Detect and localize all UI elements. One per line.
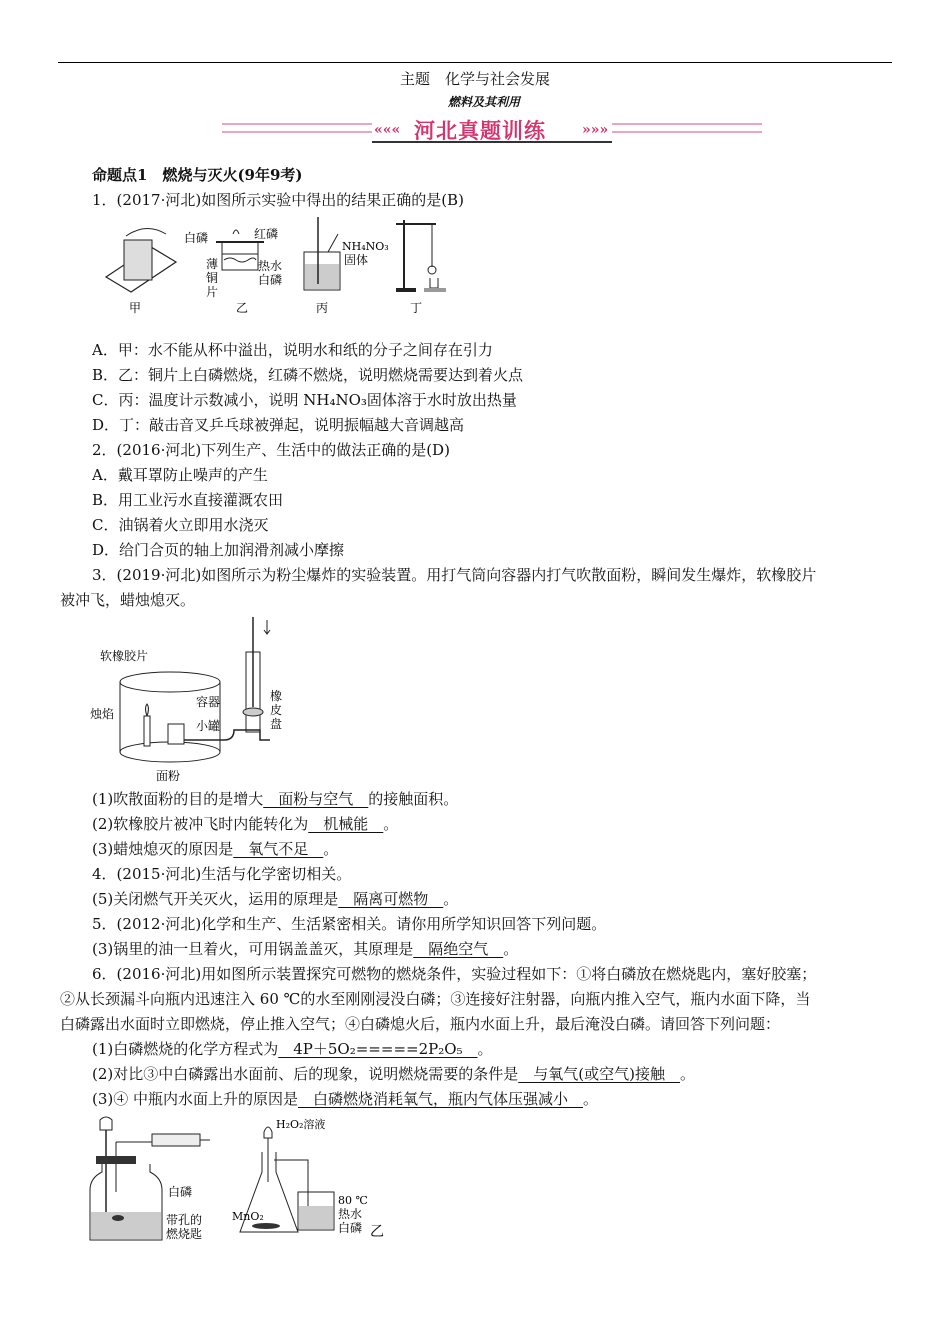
label-candle: 烛焰: [90, 707, 115, 721]
q1-option-a: A．甲：水不能从杯中溢出，说明水和纸的分子之间存在引力: [92, 341, 493, 359]
q3-part1-answer: 面粉与空气: [263, 790, 369, 808]
q2-option-d: D．给门合页的轴上加润滑剂减小摩擦: [92, 541, 345, 559]
q6-figure: [86, 1112, 396, 1242]
q3-part3: [92, 839, 338, 859]
q4-part5-post: 。: [443, 890, 459, 908]
topic-title: 主题 化学与社会发展: [400, 70, 551, 88]
subtopic-title: 燃料及其利用: [448, 95, 521, 109]
q3-part3-answer: 氧气不足: [233, 840, 324, 858]
q6-stem-line2: ②从长颈漏斗向瓶内迅速注入 60 ℃的水至刚刚浸没白磷；③连接好注射器，向瓶内推入空气，瓶内水面下降，当: [60, 990, 811, 1008]
q3-part3-pre: (3)蜡烛熄灭的原因是: [92, 840, 234, 858]
q3-figure: [88, 612, 308, 784]
q2-option-a: A．戴耳罩防止噪声的产生: [92, 466, 268, 484]
label-q6-white-p2: 白磷: [338, 1221, 363, 1235]
fig-bing: [304, 217, 340, 290]
q3-stem-line2: 被冲飞，蜡烛熄灭。: [60, 591, 196, 609]
caption-q6-yi: 乙: [370, 1224, 384, 1240]
q5-stem: 5．(2012·河北)化学和生产、生活紧密相关。请你用所学知识回答下列问题。: [92, 915, 607, 933]
q5-part3-post: 。: [503, 940, 519, 958]
q4-part5-answer: 隔离可燃物: [338, 890, 444, 908]
q6-part3-post: 。: [583, 1090, 599, 1108]
label-pan: 盘: [270, 717, 283, 731]
q1-option-c: C．丙：温度计示数减小，说明 NH₄NO₃固体溶于水时放出热量: [92, 391, 517, 409]
label-rubber-sheet: 软橡胶片: [100, 649, 149, 663]
q6-stem-line1: 6．(2016·河北)用如图所示装置探究可燃物的燃烧条件，实验过程如下：①将白磷放在燃烧匙内，塞好胶塞；: [92, 965, 817, 983]
svg-text:«««: «««: [374, 122, 401, 138]
q4-stem: 4．(2015·河北)生活与化学密切相关。: [92, 865, 352, 883]
label-xiang: 橡: [270, 689, 283, 703]
svg-text:»»»: »»»: [582, 122, 609, 138]
label-plate: 片: [206, 285, 219, 299]
caption-ding: 丁: [410, 301, 423, 315]
q6-stem-line3: 白磷露出水面时立即燃烧，停止推入空气；④白磷熄火后，瓶内水面上升，最后淹没白磷。请回答下列问题：: [60, 1015, 781, 1033]
caption-yi: 乙: [236, 301, 249, 315]
q3-part3-post: 。: [323, 840, 339, 858]
q3-part1: [92, 789, 458, 809]
q6-part3-answer: 白磷燃烧消耗氧气，瓶内气体压强减小: [298, 1090, 584, 1108]
q6-part3-pre: (3)④ 中瓶内水面上升的原因是: [92, 1090, 299, 1108]
caption-jia: 甲: [129, 301, 142, 315]
label-copper: 铜: [206, 271, 219, 285]
label-red-p: 红磷: [254, 227, 279, 241]
q3-stem-line1: 3．(2019·河北)如图所示为粉尘爆炸的实验装置。用打气筒向容器内打气吹散面粉，瞬间发生爆炸，软橡胶片: [92, 566, 817, 584]
label-white-p2: 白磷: [258, 273, 283, 287]
q1-option-d: D．丁：敲击音叉乒乓球被弹起，说明振幅越大音调越高: [92, 416, 465, 434]
label-q6-white-p: 白磷: [168, 1185, 193, 1199]
q1-option-b: B．乙：铜片上白磷燃烧，红磷不燃烧，说明燃烧需要达到着火点: [92, 366, 524, 384]
q4-part5-pre: (5)关闭燃气开关灭火，运用的原理是: [92, 890, 339, 908]
label-hot-water: 热水: [258, 259, 283, 273]
q3-part1-pre: (1)吹散面粉的目的是增大: [92, 790, 264, 808]
q1-figure: [96, 212, 456, 322]
section-banner: [222, 114, 762, 144]
label-mno2: MnO₂: [232, 1210, 264, 1223]
q4-part5: [92, 889, 458, 909]
q6-part1-answer: 4P＋5O₂=====2P₂O₅: [278, 1040, 478, 1058]
label-can: 小罐: [196, 719, 221, 733]
q6-part1-post: 。: [477, 1040, 493, 1058]
q5-part3-answer: 隔绝空气: [413, 940, 504, 958]
label-flour: 面粉: [156, 769, 181, 783]
caption-bing: 丙: [316, 301, 329, 315]
q1-stem: 1．(2017·河北)如图所示实验中得出的结果正确的是(B): [92, 191, 464, 209]
fig-jia: [106, 228, 176, 292]
banner-title: 河北真题训练: [414, 119, 546, 143]
label-white-p: 白磷: [184, 231, 209, 245]
q6-part2: [92, 1064, 695, 1084]
q5-part3-pre: (3)锅里的油一旦着火，可用锅盖盖灭，其原理是: [92, 940, 414, 958]
q5-part3: [92, 939, 518, 959]
q6-part1-pre: (1)白磷燃烧的化学方程式为: [92, 1040, 279, 1058]
q3-part2-answer: 机械能: [308, 815, 384, 833]
label-h2o2: H₂O₂溶液: [276, 1118, 326, 1131]
q2-stem: 2．(2016·河北)下列生产、生活中的做法正确的是(D): [92, 441, 450, 459]
label-thin: 薄: [206, 257, 219, 271]
label-pi: 皮: [270, 703, 283, 717]
label-spoon2: 燃烧匙: [166, 1227, 203, 1241]
label-temp: 80 ℃: [338, 1194, 368, 1207]
q3-part2-pre: (2)软橡胶片被冲飞时内能转化为: [92, 815, 309, 833]
q6-part2-post: 。: [679, 1065, 695, 1083]
q6-part2-answer: 与氧气(或空气)接触: [518, 1065, 680, 1083]
q3-part2-post: 。: [383, 815, 399, 833]
section-title: 命题点1 燃烧与灭火(9年9考): [92, 166, 303, 184]
q6-part1: [92, 1039, 493, 1059]
label-solid: 固体: [344, 253, 369, 267]
label-q6-hot-water: 热水: [338, 1207, 363, 1221]
label-spoon1: 带孔的: [166, 1213, 203, 1227]
q3-part2: [92, 814, 398, 834]
q6-part2-pre: (2)对比③中白磷露出水面前、后的现象，说明燃烧需要的条件是: [92, 1065, 519, 1083]
fig-ding: [396, 220, 446, 292]
label-nh4no3: NH₄NO₃: [342, 240, 389, 253]
q6-part3: [92, 1089, 598, 1109]
q2-option-b: B．用工业污水直接灌溉农田: [92, 491, 284, 509]
top-rule: [58, 62, 892, 63]
q2-option-c: C．油锅着火立即用水浇灭: [92, 516, 269, 534]
label-container: 容器: [196, 695, 221, 709]
q3-part1-post: 的接触面积。: [368, 790, 459, 808]
